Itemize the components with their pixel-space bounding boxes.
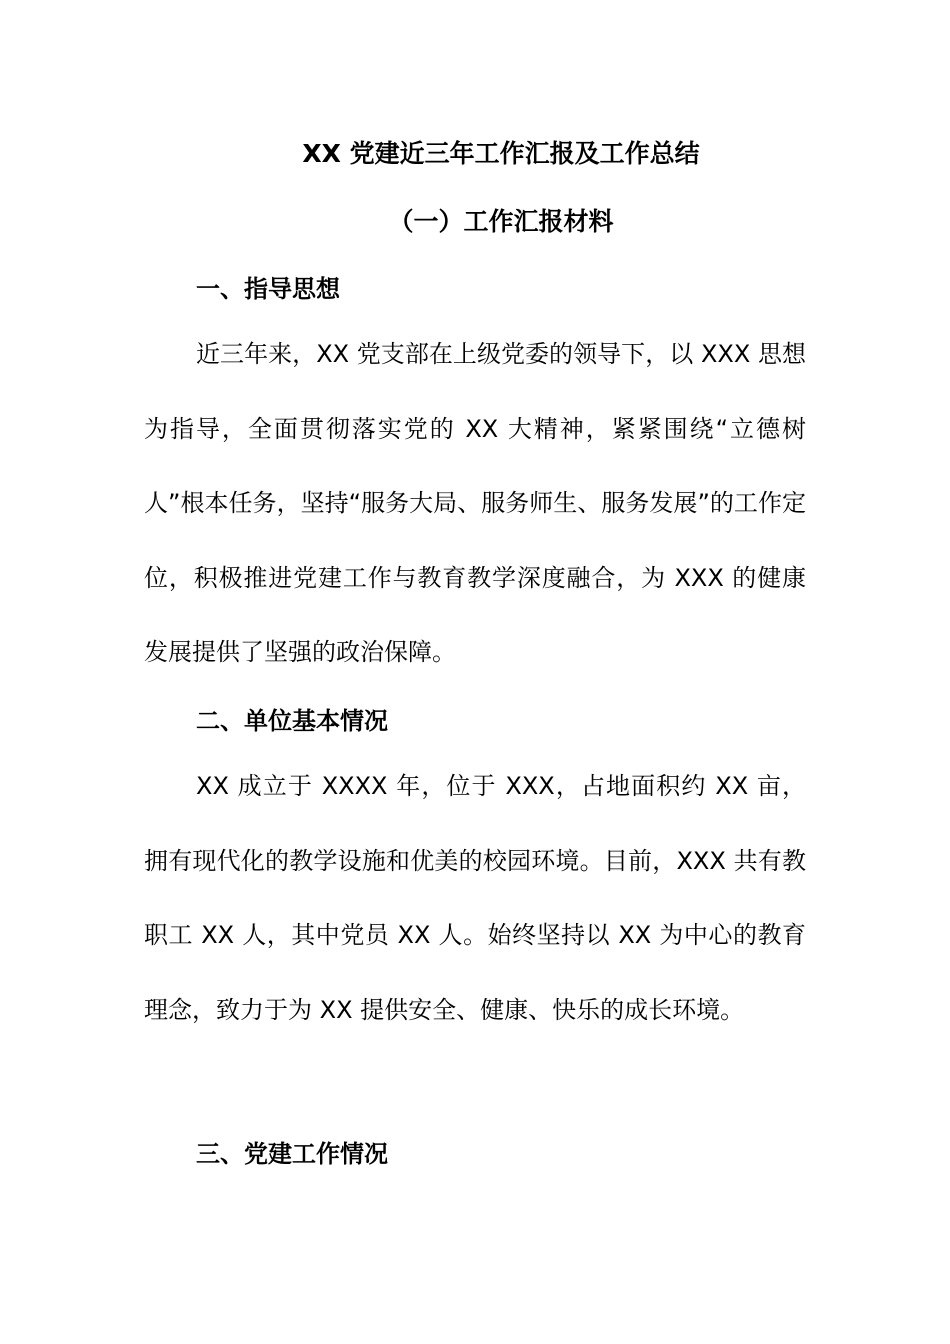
section-heading-unit-overview: 二、单位基本情况 xyxy=(196,707,388,735)
section-paragraph-guiding-thought: 近三年来，XX 党支部在上级党委的领导下，以 XXX 思想为指导，全面贯彻落实党的 XX 大精神，紧紧围绕“立德树人”根本任务，坚持“服务大局、服务师生、服务发展”的工作定位，积极推进党建工作与教育教学深度融合，为 XXX 的健康发展提供了坚强的政治保障。 xyxy=(144,340,806,666)
section-heading-guiding-thought: 一、指导思想 xyxy=(196,275,340,303)
document-subtitle: （一）工作汇报材料 xyxy=(388,207,614,236)
document-title: XX 党建近三年工作汇报及工作总结 xyxy=(302,139,700,168)
section-paragraph-unit-overview: XX 成立于 XXXX 年，位于 XXX，占地面积约 XX 亩，拥有现代化的教学设施和优美的校园环境。目前，XXX 共有教职工 XX 人，其中党员 XX 人。始终坚持以 XX 为中心的教育理念，致力于为 XX 提供安全、健康、快乐的成长环境。 xyxy=(144,772,806,1024)
section-heading-party-work: 三、党建工作情况 xyxy=(196,1140,388,1168)
